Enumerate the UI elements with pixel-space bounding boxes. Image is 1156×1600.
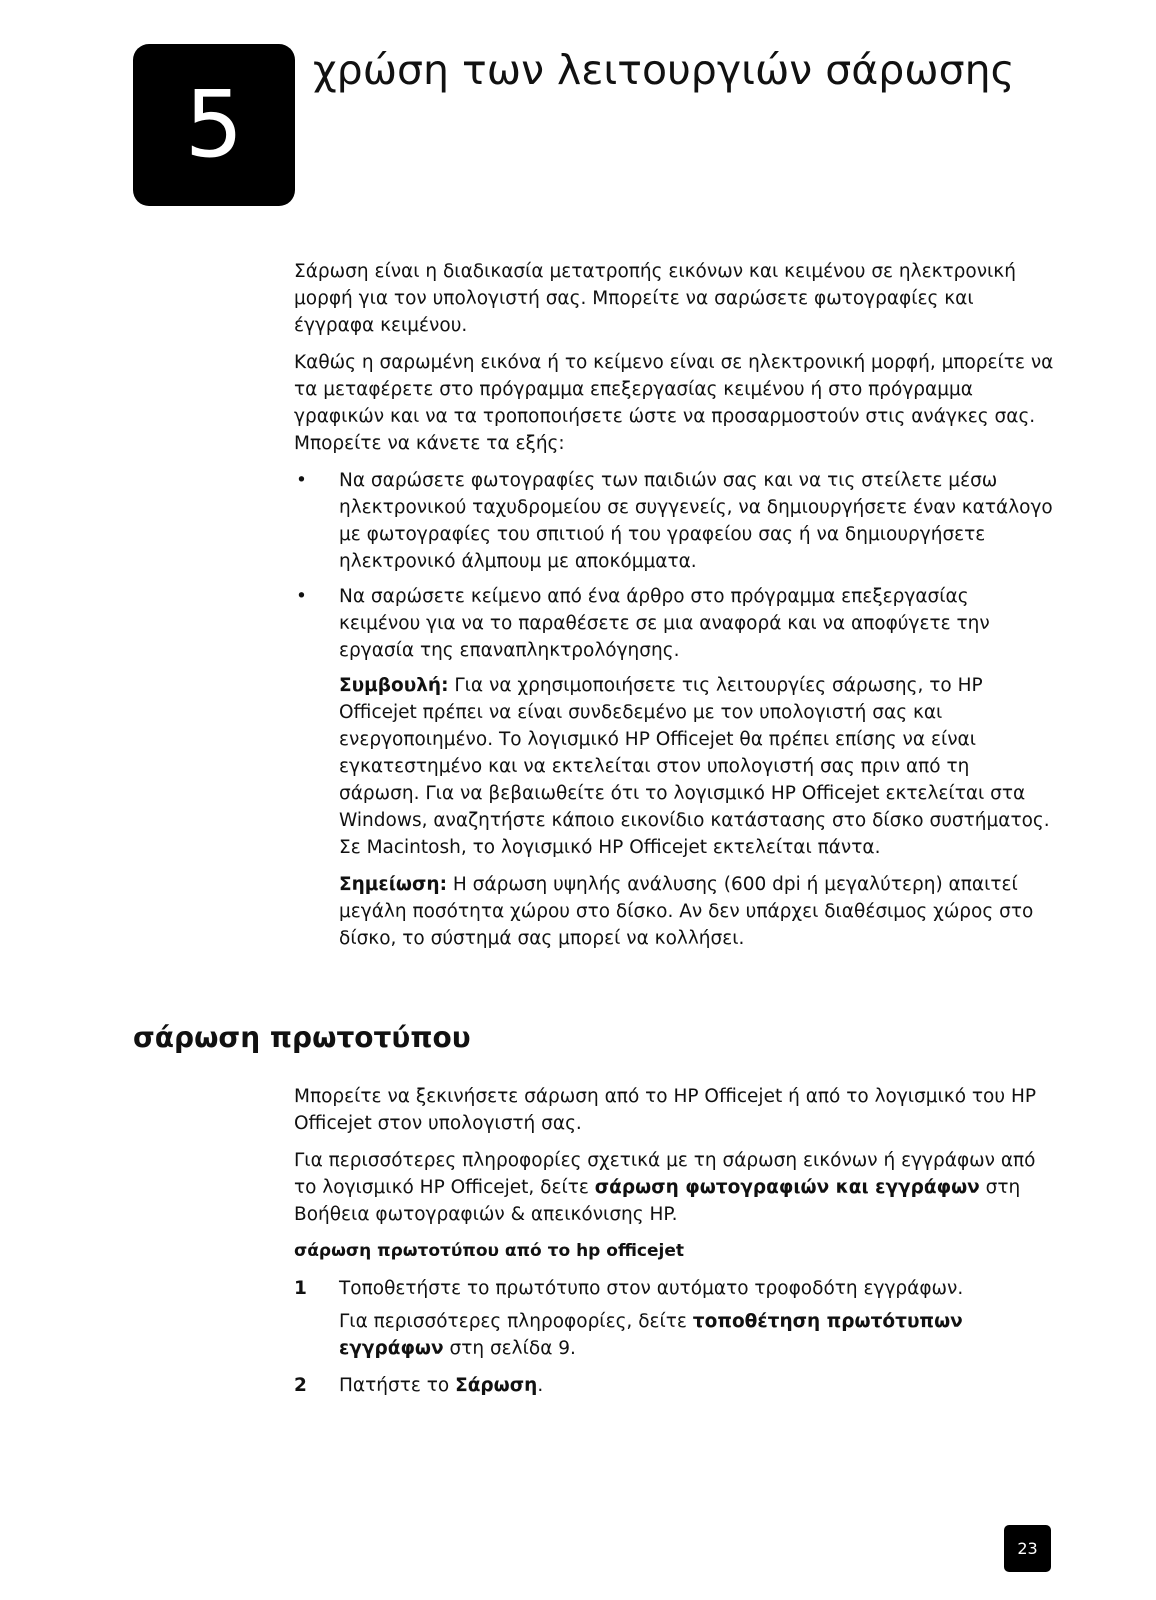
step-list [294, 1275, 1054, 1399]
chapter-number-box [133, 44, 295, 206]
step-number: 2 [294, 1375, 307, 1396]
step-number: 1 [294, 1278, 307, 1299]
step-text [339, 1372, 1054, 1399]
list-item [294, 467, 1054, 575]
section-paragraph: Μπορείτε να ξεκινήσετε σάρωση από το HP Officejet ή από το λογισμικό του HP Officejet στον υπολογιστή σας. [294, 1086, 1037, 1134]
note-text: Η σάρωση υψηλής ανάλυσης (600 dpi ή μεγαλύτερη) απαιτεί μεγάλη ποσότητα χώρου στο δίσκο. Αν δεν υπάρχει διαθέσιμος χώρος στο δίσκο, το σύστημά σας μπορεί να κολλήσει. [339, 874, 1034, 949]
text-run: στη Βοήθεια φωτογραφιών & απεικόνισης HP. [294, 1177, 1021, 1225]
intro-section [294, 258, 1054, 962]
page-number-text: 23 [1017, 1539, 1038, 1558]
note-label: Σημείωση: [339, 874, 447, 895]
text-run: . [537, 1375, 544, 1396]
help-topic-reference: σάρωση φωτογραφιών και εγγράφων [594, 1177, 980, 1198]
tip-text: Για να χρησιμοποιήσετε τις λειτουργίες σάρωσης, το HP Officejet πρέπει να είναι συνδεδεμένο με τον υπολογιστή σας και ενεργοποιημένο. Το λογισμικό HP Officejet θα πρέπει επίσης να είναι εγκατεστημένο και να εκτελείται στον υπολογιστή σας πριν από τη σάρωση. Για να βεβαιωθείτε ότι το λογισμικό HP Officejet εκτελείται στα Windows, αναζητήστε κάποιο εικονίδιο κατάστασης στο δίσκο συστήματος. Σε Macintosh, το λογισμικό HP Officejet εκτελείται πάντα. [339, 675, 1050, 858]
page-number [1004, 1525, 1051, 1572]
step-item [294, 1372, 1054, 1399]
text-run: Για περισσότερες πληροφορίες σχετικά με τη σάρωση εικόνων ή εγγράφων από το λογισμικό HP Officejet, δείτε [294, 1150, 1036, 1198]
text-run: Για περισσότερες πληροφορίες, δείτε [339, 1311, 693, 1332]
cross-reference: τοποθέτηση πρωτότυπων εγγράφων [339, 1311, 963, 1359]
bullet-text: Να σαρώσετε φωτογραφίες των παιδιών σας και να τις στείλετε μέσω ηλεκτρονικού ταχυδρομείου σε συγγενείς, να δημιουργήσετε έναν κατάλογο με φωτογραφίες του σπιτιού ή του γραφείου σας ή να δημιουργήσετε ηλεκτρονικό άλμπουμ με αποκόμματα. [339, 470, 1053, 572]
list-item [294, 583, 1054, 664]
scan-button-reference: Σάρωση [455, 1375, 538, 1396]
chapter-title: χρώση των λειτουργιών σάρωσης [313, 46, 1015, 94]
section-heading: σάρωση πρωτοτύπου [133, 1021, 471, 1054]
step-item [294, 1275, 1054, 1362]
bullet-list [294, 467, 1054, 664]
chapter-number: 5 [184, 71, 244, 178]
step-detail [339, 1308, 1054, 1362]
section-paragraph [294, 1147, 1054, 1228]
bullet-icon: • [296, 470, 307, 491]
intro-paragraph: Καθώς η σαρωμένη εικόνα ή το κείμενο είναι σε ηλεκτρονική μορφή, μπορείτε να τα μεταφέρετε στο πρόγραμμα επεξεργασίας κειμένου ή στο πρόγραμμα γραφικών και να τα τροποποιήσετε ώστε να προσαρμοστούν στις ανάγκες σας. Μπορείτε να κάνετε τα εξής: [294, 352, 1054, 454]
bullet-text: Να σαρώσετε κείμενο από ένα άρθρο στο πρόγραμμα επεξεργασίας κειμένου για να το παραθέσετε σε μια αναφορά και να αποφύγετε την εργασία της επαναπληκτρολόγησης. [339, 586, 990, 661]
section-body [294, 1083, 1054, 1409]
text-run: στη σελίδα 9. [443, 1338, 576, 1359]
step-text: Τοποθετήστε το πρωτότυπο στον αυτόματο τροφοδότη εγγράφων. [339, 1278, 964, 1299]
tip-note [339, 672, 1054, 861]
warning-note [339, 871, 1054, 952]
intro-paragraph: Σάρωση είναι η διαδικασία μετατροπής εικόνων και κειμένου σε ηλεκτρονική μορφή για τον υπολογιστή σας. Μπορείτε να σαρώσετε φωτογραφίες και έγγραφα κειμένου. [294, 261, 1016, 336]
subheading: σάρωση πρωτοτύπου από το hp officejet [294, 1241, 684, 1261]
bullet-icon: • [296, 586, 307, 607]
tip-label: Συμβουλή: [339, 675, 449, 696]
text-run: Πατήστε το [339, 1375, 456, 1396]
